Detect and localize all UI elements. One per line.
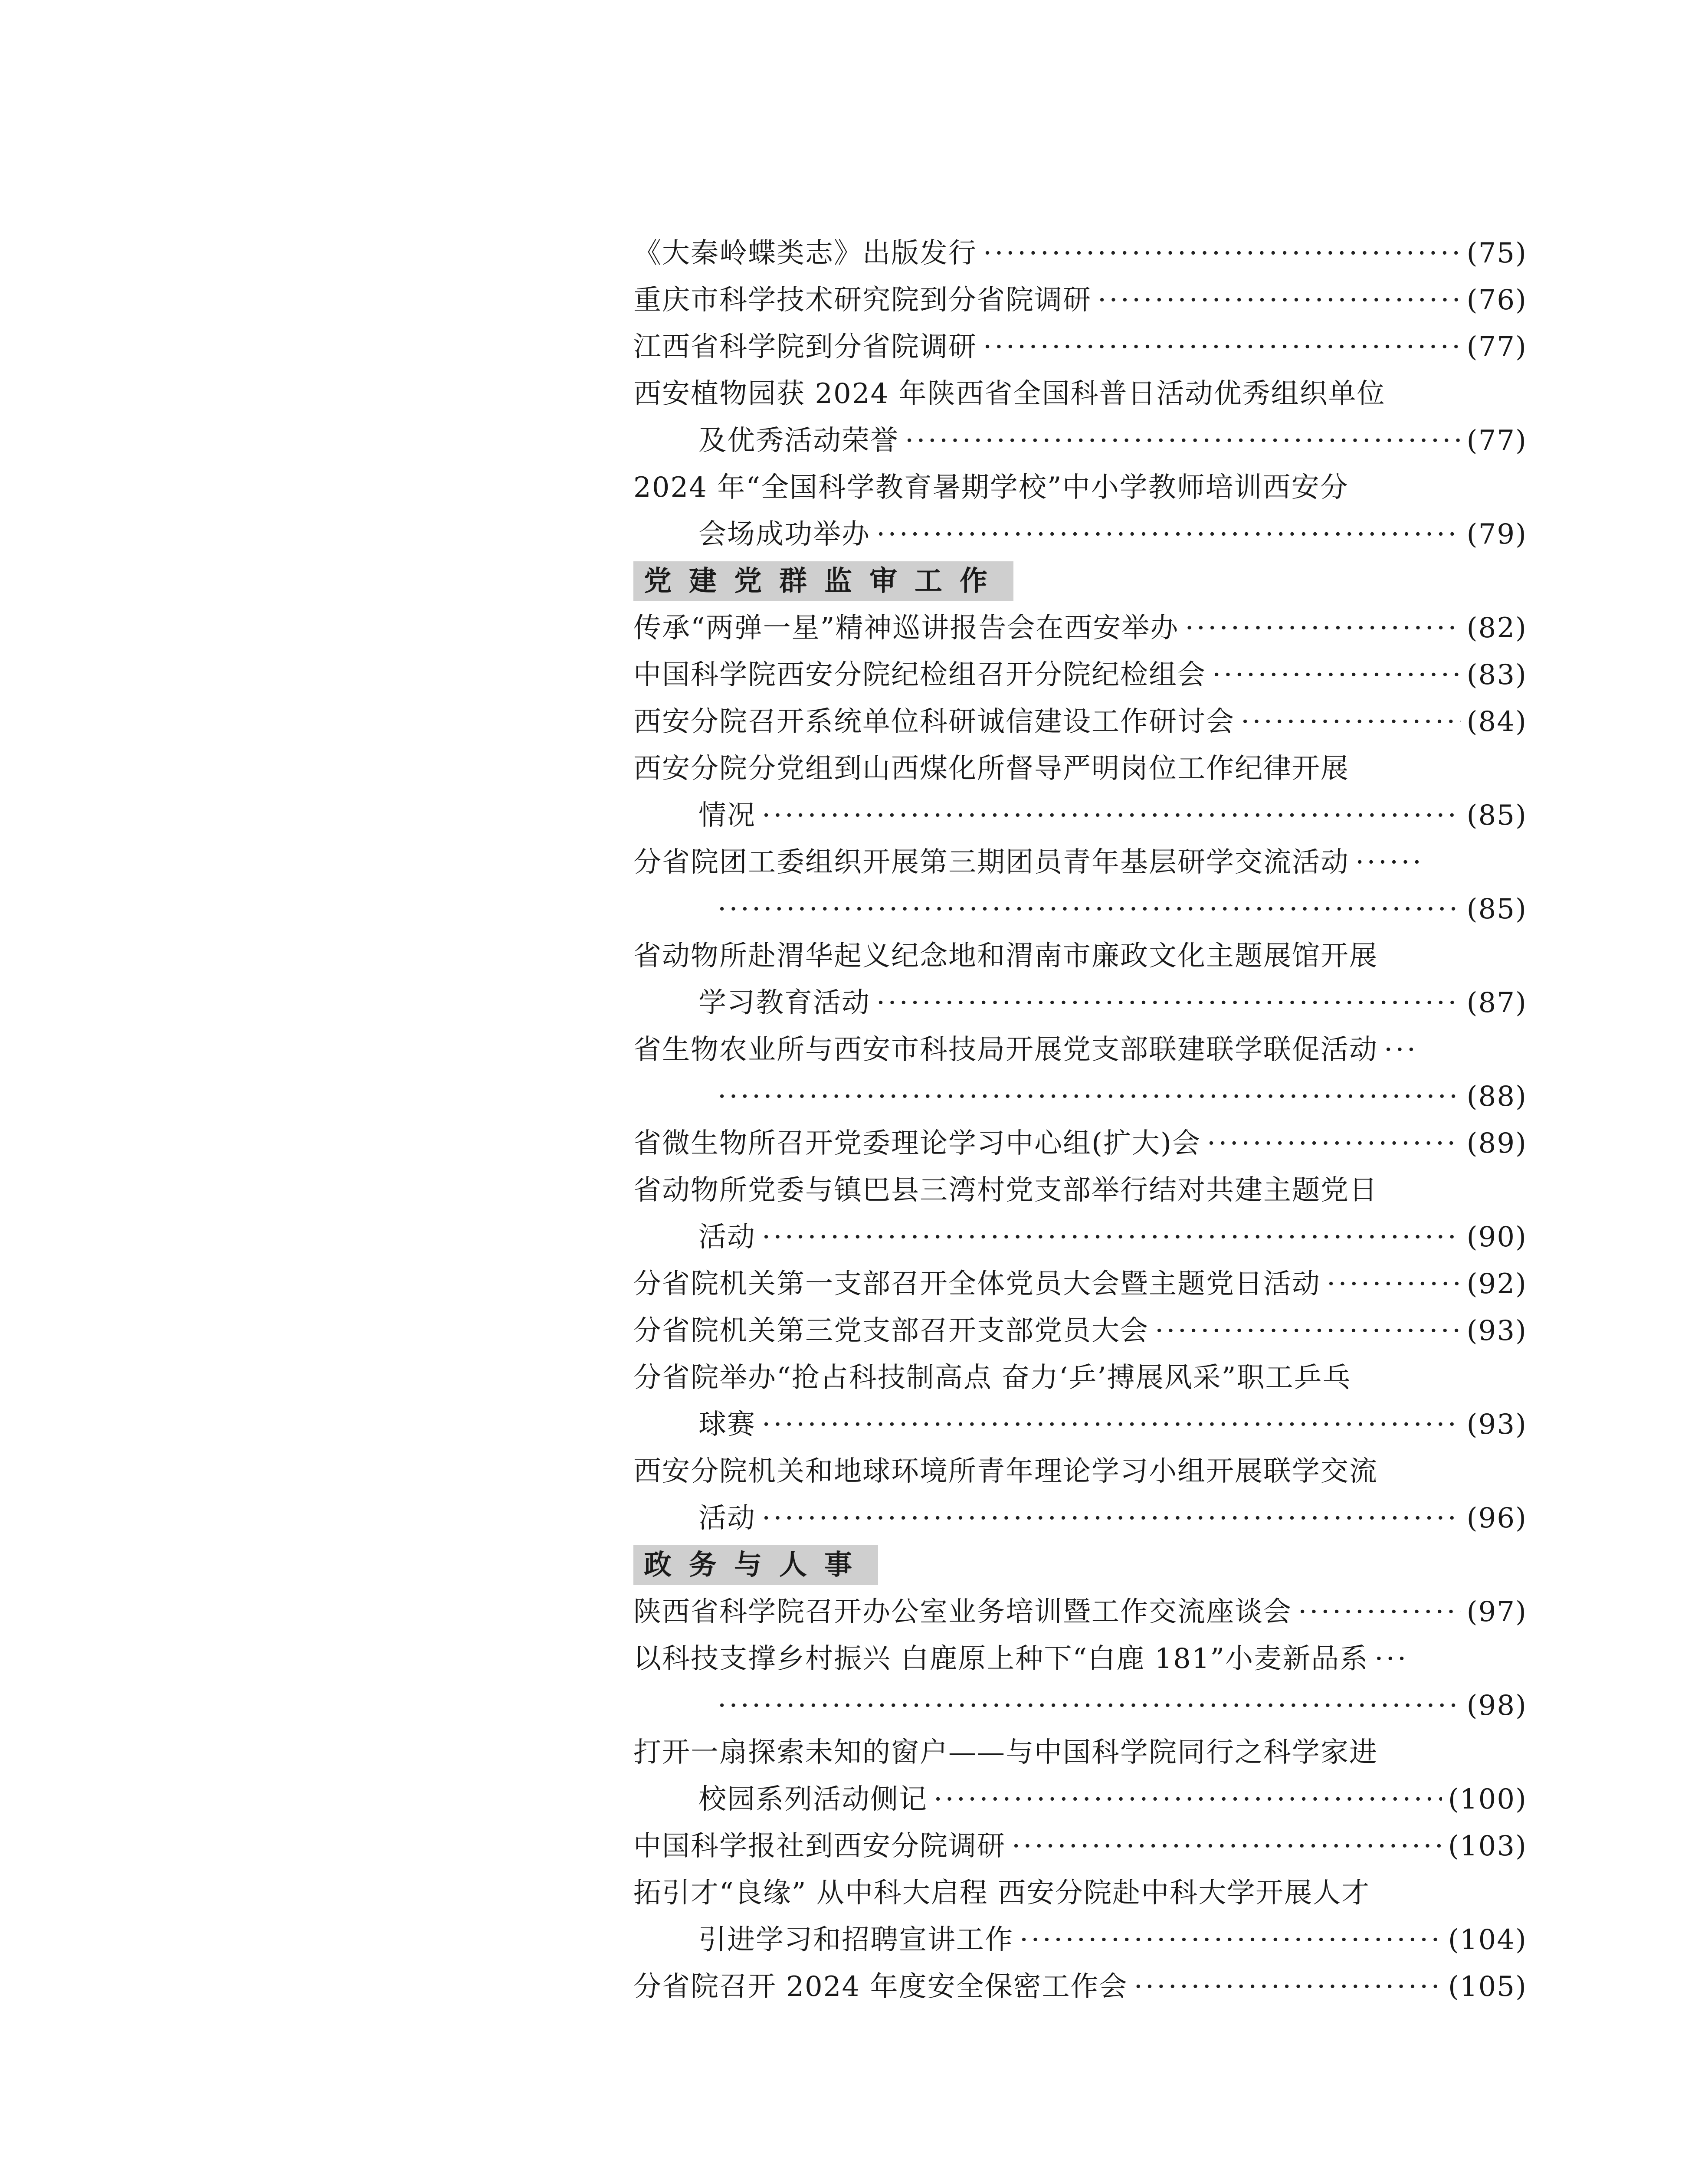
toc-entry [633,1026,1527,1073]
toc-entry-title-cont: 及优秀活动荣誉 [698,425,899,457]
toc-entry [633,1448,1527,1495]
section-heading-label: 党建党群监审工作 [633,561,1013,601]
toc-entry-title-cont: 活动 [698,1502,756,1534]
toc-entry [633,1589,1527,1635]
toc-entry-page: (77) [1466,331,1527,363]
dot-leader [1241,698,1461,745]
toc-entry-title-cont: 学习教育活动 [698,987,870,1019]
dot-leader [1207,1120,1461,1167]
toc-entry-page: (82) [1466,612,1527,644]
toc-entry-page: (83) [1466,659,1527,691]
dot-leader [876,511,1461,558]
dot-leader [905,417,1461,464]
toc-entry-title: 西安分院分党组到山西煤化所督导严明岗位工作纪律开展 [633,753,1349,785]
toc-entry [633,1729,1527,1776]
toc-entry-title: 重庆市科学技术研究院到分省院调研 [633,284,1092,316]
dot-leader [718,1682,1461,1729]
toc-entry [633,1870,1527,1917]
toc-entry-title: 陕西省科学院召开办公室业务培训暨工作交流座谈会 [633,1596,1292,1628]
dot-leader [762,1495,1461,1542]
toc-entry [633,1963,1527,2010]
toc-entry-page: (87) [1466,987,1527,1019]
toc-entry-title: 分省院召开 2024 年度安全保密工作会 [633,1971,1128,2003]
section-heading-label: 政务与人事 [633,1545,878,1585]
toc-entry-title-cont: 会场成功举办 [698,518,870,550]
toc-entry-page: (88) [1466,1081,1527,1113]
toc-entry-page: (103) [1448,1830,1527,1862]
toc-entry-page: (79) [1466,518,1527,550]
toc-entry-continuation [633,1776,1527,1823]
table-of-contents [633,230,1527,2010]
toc-entry-title: 分省院举办“抢占科技制高点 奋力‘乒’搏展风采”职工乒乓 [633,1362,1351,1394]
toc-entry-title: 省微生物所召开党委理论学习中心组(扩大)会 [633,1127,1201,1160]
dot-leader [718,1073,1461,1120]
toc-entry-page: (85) [1466,893,1527,925]
toc-entry-page: (84) [1466,706,1527,738]
toc-entry [633,1354,1527,1401]
toc-entry-page: (105) [1448,1971,1527,2003]
toc-entry [633,933,1527,980]
toc-entry-page: (98) [1466,1690,1527,1722]
toc-entry-page: (96) [1466,1502,1527,1534]
toc-entry-title: 分省院机关第一支部召开全体党员大会暨主题党日活动 [633,1268,1321,1300]
toc-entry-continuation [633,980,1527,1026]
toc-entry [633,652,1527,698]
toc-entry-title: 省生物农业所与西安市科技局开展党支部联建联学联促活动 [633,1034,1378,1066]
toc-entry-title: 打开一扇探索未知的窗户——与中国科学院同行之科学家进 [633,1737,1378,1769]
dot-leader [1134,1963,1442,2010]
toc-entry-page: (77) [1466,425,1527,457]
toc-entry-title-cont: 校园系列活动侧记 [698,1783,928,1815]
toc-entry [633,1635,1527,1682]
toc-entry-page: (100) [1448,1783,1527,1815]
dot-leader [1327,1261,1461,1307]
toc-entry-continuation [633,511,1527,558]
dot-leader [762,1214,1461,1261]
section-heading-admin [633,1542,1527,1589]
toc-entry-page: (76) [1466,284,1527,316]
toc-entry-title: 分省院团工委组织开展第三期团员青年基层研学交流活动 [633,846,1349,878]
toc-entry-continuation [633,1495,1527,1542]
dot-leader [876,980,1461,1026]
toc-entry [633,1261,1527,1307]
toc-entry-title-cont: 球赛 [698,1409,756,1441]
toc-entry-title: 中国科学院西安分院纪检组召开分院纪检组会 [633,659,1206,691]
toc-entry [633,1823,1527,1870]
toc-entry-page: (75) [1466,237,1527,269]
toc-entry [633,464,1527,511]
toc-entry-title: 省动物所赴渭华起义纪念地和渭南市廉政文化主题展馆开展 [633,940,1378,972]
toc-entry-continuation [633,792,1527,839]
toc-entry [633,277,1527,324]
dot-leader: ··· [1384,1034,1419,1066]
toc-entry-title-cont: 活动 [698,1221,756,1253]
dot-leader: ······ [1355,846,1424,878]
toc-entry-continuation [633,1073,1527,1120]
toc-entry [633,324,1527,370]
toc-entry-title: 以科技支撑乡村振兴 白鹿原上种下“白鹿 181”小麦新品系 [633,1643,1369,1675]
toc-entry [633,230,1527,277]
toc-entry-title: 中国科学报社到西安分院调研 [633,1830,1006,1862]
toc-entry [633,745,1527,792]
dot-leader [983,230,1461,277]
toc-entry-title: 《大秦岭蝶类志》出版发行 [633,237,977,269]
toc-entry-title: 西安分院机关和地球环境所青年理论学习小组开展联学交流 [633,1455,1378,1488]
toc-entry-title: 传承“两弹一星”精神巡讲报告会在西安举办 [633,612,1179,644]
toc-entry-title: 省动物所党委与镇巴县三湾村党支部举行结对共建主题党日 [633,1174,1378,1206]
toc-entry-page: (89) [1466,1127,1527,1160]
toc-entry-title-cont: 情况 [698,799,756,832]
toc-entry-title: 江西省科学院到分省院调研 [633,331,977,363]
toc-entry-title: 拓引才“良缘” 从中科大启程 西安分院赴中科大学开展人才 [633,1877,1370,1909]
dot-leader [762,792,1461,839]
toc-entry-page: (93) [1466,1315,1527,1347]
toc-entry-title: 2024 年“全国科学教育暑期学校”中小学教师培训西安分 [633,472,1349,504]
dot-leader [1155,1307,1461,1354]
dot-leader [1212,652,1461,698]
dot-leader [1298,1589,1461,1635]
toc-entry-title-cont: 引进学习和招聘宣讲工作 [698,1924,1013,1956]
dot-leader: ··· [1374,1643,1409,1675]
dot-leader [1020,1917,1442,1963]
toc-entry-page: (85) [1466,799,1527,832]
dot-leader [718,886,1461,933]
toc-entry-page: (97) [1466,1596,1527,1628]
toc-entry-page: (104) [1448,1924,1527,1956]
toc-entry [633,698,1527,745]
toc-entry-continuation [633,886,1527,933]
dot-leader [1012,1823,1442,1870]
toc-entry-title: 西安分院召开系统单位科研诚信建设工作研讨会 [633,706,1235,738]
dot-leader [1185,605,1460,652]
toc-entry-continuation [633,417,1527,464]
toc-entry [633,1120,1527,1167]
toc-entry [633,839,1527,886]
dot-leader [983,324,1461,370]
dot-leader [1098,277,1461,324]
toc-entry-page: (93) [1466,1409,1527,1441]
toc-entry-continuation [633,1214,1527,1261]
toc-entry-continuation [633,1401,1527,1448]
toc-entry [633,370,1527,417]
toc-entry [633,1167,1527,1214]
section-heading-party [633,558,1527,605]
toc-entry-continuation [633,1682,1527,1729]
toc-entry [633,1307,1527,1354]
toc-entry [633,605,1527,652]
toc-entry-page: (92) [1466,1268,1527,1300]
toc-entry-title: 西安植物园获 2024 年陕西省全国科普日活动优秀组织单位 [633,378,1386,410]
dot-leader [762,1401,1461,1448]
toc-entry-page: (90) [1466,1221,1527,1253]
toc-entry-title: 分省院机关第三党支部召开支部党员大会 [633,1315,1149,1347]
dot-leader [934,1776,1442,1823]
toc-entry-continuation [633,1917,1527,1963]
